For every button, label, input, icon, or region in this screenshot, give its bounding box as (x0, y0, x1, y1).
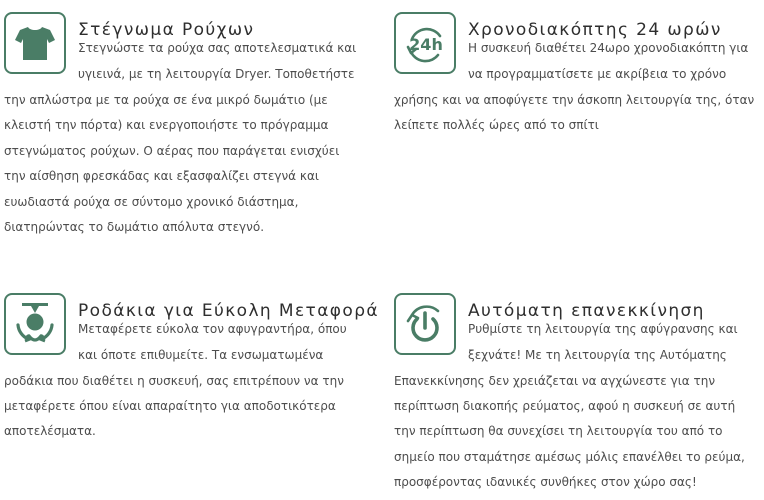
feature-title: Στέγνωμα Ρούχων (78, 20, 255, 40)
feature-text-line: Η συσκευή διαθέτει 24ωρο χρονοδιακόπτη για (468, 41, 749, 55)
feature-text-line: και όποτε επιθυμείτε. Τα ενσωματωμένα (78, 348, 324, 362)
feature-text-line: χρήσης και να αποφύγετε την άσκοπη λειτουργία της, όταν (394, 93, 755, 107)
feature-text-line: ξεχνάτε! Με τη λειτουργία της Αυτόματης (468, 348, 727, 362)
feature-text-line: λείπετε πολλές ώρες από το σπίτι (394, 118, 599, 132)
timer-24h-label: 24h (409, 35, 443, 54)
feature-text-line: υγιεινά, με τη λειτουργία Dryer. Τοποθετήστε (78, 67, 355, 81)
feature-text-line: κλειστή την πόρτα) και ενεργοποιήστε το πρόγραμμα (4, 118, 329, 132)
power-restart-icon (394, 293, 456, 355)
feature-text-line: αποτελέσματα. (4, 424, 96, 438)
feature-text-line: ευωδιαστά ρούχα σε σύντομο χρονικό διάστημα, (4, 195, 299, 209)
feature-text-line: μεταφέρετε όπου είναι απαραίτητο για αποδοτικότερα (4, 399, 336, 413)
feature-text-line: σημείο που σταμάτησε αμέσως μόλις επανέλθει το ρεύμα, (394, 450, 745, 464)
feature-text-line: ροδάκια που διαθέτει η συσκευή, σας επιτρέπουν να την (4, 374, 344, 388)
feature-text-line: προσφέροντας ιδανικές συνθήκες στον χώρο σας! (394, 475, 697, 489)
feature-text-line: Μεταφέρετε εύκολα τον αφυγραντήρα, όπου (78, 322, 347, 336)
shirt-icon (4, 12, 66, 74)
feature-title: Αυτόματη επανεκκίνηση (468, 301, 705, 321)
feature-text-line: την απλώστρα με τα ρούχα σε ένα μικρό δωμάτιο (με (4, 93, 328, 107)
timer-24h-icon (394, 12, 456, 74)
feature-text-line: να προγραμματίσετε με ακρίβεια το χρόνο (468, 67, 727, 81)
feature-text-line: διατηρώντας το δωμάτιο απόλυτα στεγνό. (4, 220, 265, 234)
wheels-icon (4, 293, 66, 355)
feature-text-line: Ρυθμίστε τη λειτουργία της αφύγρανσης και (468, 322, 738, 336)
feature-title: Ροδάκια για Εύκολη Μεταφορά (78, 301, 380, 321)
feature-text-line: Επανεκκίνησης δεν χρειάζεται να αγχώνεστε για την (394, 374, 716, 388)
feature-text-line: την αίσθηση φρεσκάδας και εξασφαλίζει στεγνά και (4, 169, 319, 183)
feature-title: Χρονοδιακόπτης 24 ωρών (468, 20, 722, 40)
feature-text-line: περίπτωση διακοπής ρεύματος, αφού η συσκευή σε αυτή (394, 399, 736, 413)
feature-text-line: την περίπτωση θα συνεχίσει τη λειτουργία του από το (394, 424, 723, 438)
feature-text-line: Στεγνώστε τα ρούχα σας αποτελεσματικά και (78, 41, 357, 55)
feature-text-line: στεγνώματος ρούχων. Ο αέρας που παράγεται ενισχύει (4, 144, 340, 158)
